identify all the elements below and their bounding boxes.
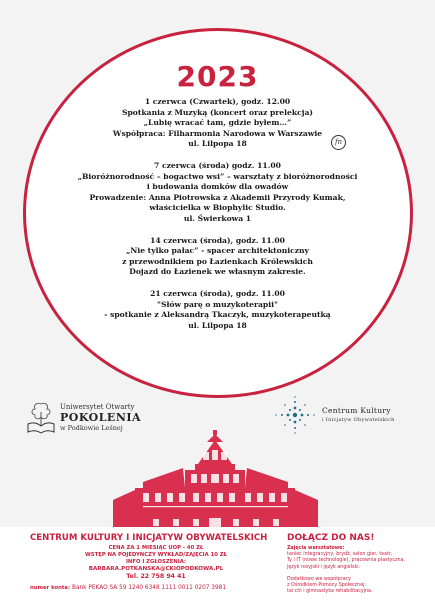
event-date: 1 czerwca (Czwartek), godz. 12.00 xyxy=(144,97,291,106)
event-line: z przewodnikiem po Łazienkach Królewskich xyxy=(122,256,313,266)
event-item xyxy=(60,161,375,225)
event-line: Spotkania z Muzyką (koncert oraz prelekcja) xyxy=(122,107,313,117)
cooperation-line: z Ośrodkiem Pomocy Społecznej: xyxy=(287,583,367,589)
footer-title: CENTRUM KULTURY I INICJATYW OBYWATELSKICH xyxy=(30,533,268,543)
workshops-line: język rosyjski i język angielski. xyxy=(287,564,361,570)
open-book-tree-icon xyxy=(24,400,58,436)
event-address: ul. Lilpopa 18 xyxy=(188,139,247,149)
event-item xyxy=(60,289,375,331)
phone-number[interactable]: Tel. 22 758 94 41 xyxy=(126,573,186,580)
event-line: i budowania domków dla owadów xyxy=(146,182,289,192)
event-line: Dojazd do Łazienek we własnym zakresie. xyxy=(129,267,306,277)
workshops-info xyxy=(287,546,432,595)
event-line: „Bioróżnorodność – bogactwo wsi” – warsztaty z bioróżnorodności xyxy=(77,171,358,181)
star-dots-icon xyxy=(272,395,318,435)
event-date: 7 czerwca (środa) godz. 11.00 xyxy=(154,160,281,170)
footer-info xyxy=(56,545,256,580)
event-date: 21 czerwca (środa), godz. 11.00 xyxy=(150,288,285,298)
event-line: właścicielka w Biophylic Studio. xyxy=(149,203,286,213)
event-line: „Lubię wracać tam, gdzie byłem…” xyxy=(143,118,292,128)
workshops-heading: Zajęcia warsztatowe: xyxy=(287,546,345,551)
bank-account xyxy=(30,585,226,591)
event-address: ul. Świerkowa 1 xyxy=(183,213,252,223)
bank-account-label: numer konta: xyxy=(30,585,71,591)
event-line: Prowadzenie: Anna Piotrowska z Akademii Przyrody Kumak, xyxy=(89,192,346,202)
events-list xyxy=(60,97,375,342)
bank-account-value: Bank PEKAO SA 59 1240 6348 1111 0011 0207 3981 xyxy=(71,585,227,591)
workshops-line: Ty i IT (nowe technologie), pracownia plastyczna, xyxy=(287,558,406,564)
logo-uo-line3: w Podkowie Leśnej xyxy=(60,424,123,432)
cooperation-line: Dodatkowo we współpracy xyxy=(287,576,352,582)
event-address: ul. Lilpopa 18 xyxy=(188,320,247,330)
palace-building-illustration xyxy=(113,430,318,530)
event-line: Współpraca: Filharmonia Narodowa w Warszawie xyxy=(112,128,323,138)
workshops-line: taniec integracyjny, brydż, salon gier, teatr, xyxy=(287,552,393,558)
email-link[interactable]: BARBARA.POTKANSKA@CKIOPODKOWA.PL xyxy=(88,566,224,572)
filharmonia-logo-icon: fn xyxy=(331,135,346,150)
year-heading: 2023 xyxy=(176,60,259,93)
event-date: 14 czerwca (środa), godz. 11.00 xyxy=(150,235,285,245)
cooperation-line: tai chi i gimnastyka rehabilitacyjna. xyxy=(287,589,373,595)
event-item xyxy=(60,236,375,278)
logo-uo-line2: POKOLENIA xyxy=(60,411,142,424)
price-single: WSTĘP NA POJEDYNCZY WYKŁAD/ZAJĘCIA 10 ZŁ xyxy=(84,552,228,558)
event-line: - spotkanie z Aleksandrą Tkaczyk, muzykoterapeutką xyxy=(104,310,331,320)
event-item xyxy=(60,97,375,150)
event-line: "Słów parę o muzykoterapii" xyxy=(157,299,278,309)
centrum-kultury-logo xyxy=(272,395,422,435)
join-title: DOŁĄCZ DO NAS! xyxy=(287,533,375,543)
logo-ck-line1: Centrum Kultury xyxy=(322,406,391,415)
info-heading: INFO I ZGŁOSZENIA: xyxy=(125,559,187,565)
logo-uo-line1: Uniwersytet Otwarty xyxy=(60,403,135,411)
event-line: „Nie tylko pałac” - spacer architektoniczny xyxy=(126,246,309,256)
logo-ck-line2: i Inicjatyw Obywatelskich xyxy=(322,417,395,423)
price-monthly: CENA ZA 1 MIESIĄC UOP - 40 ZŁ xyxy=(108,545,204,551)
footer xyxy=(0,527,435,600)
